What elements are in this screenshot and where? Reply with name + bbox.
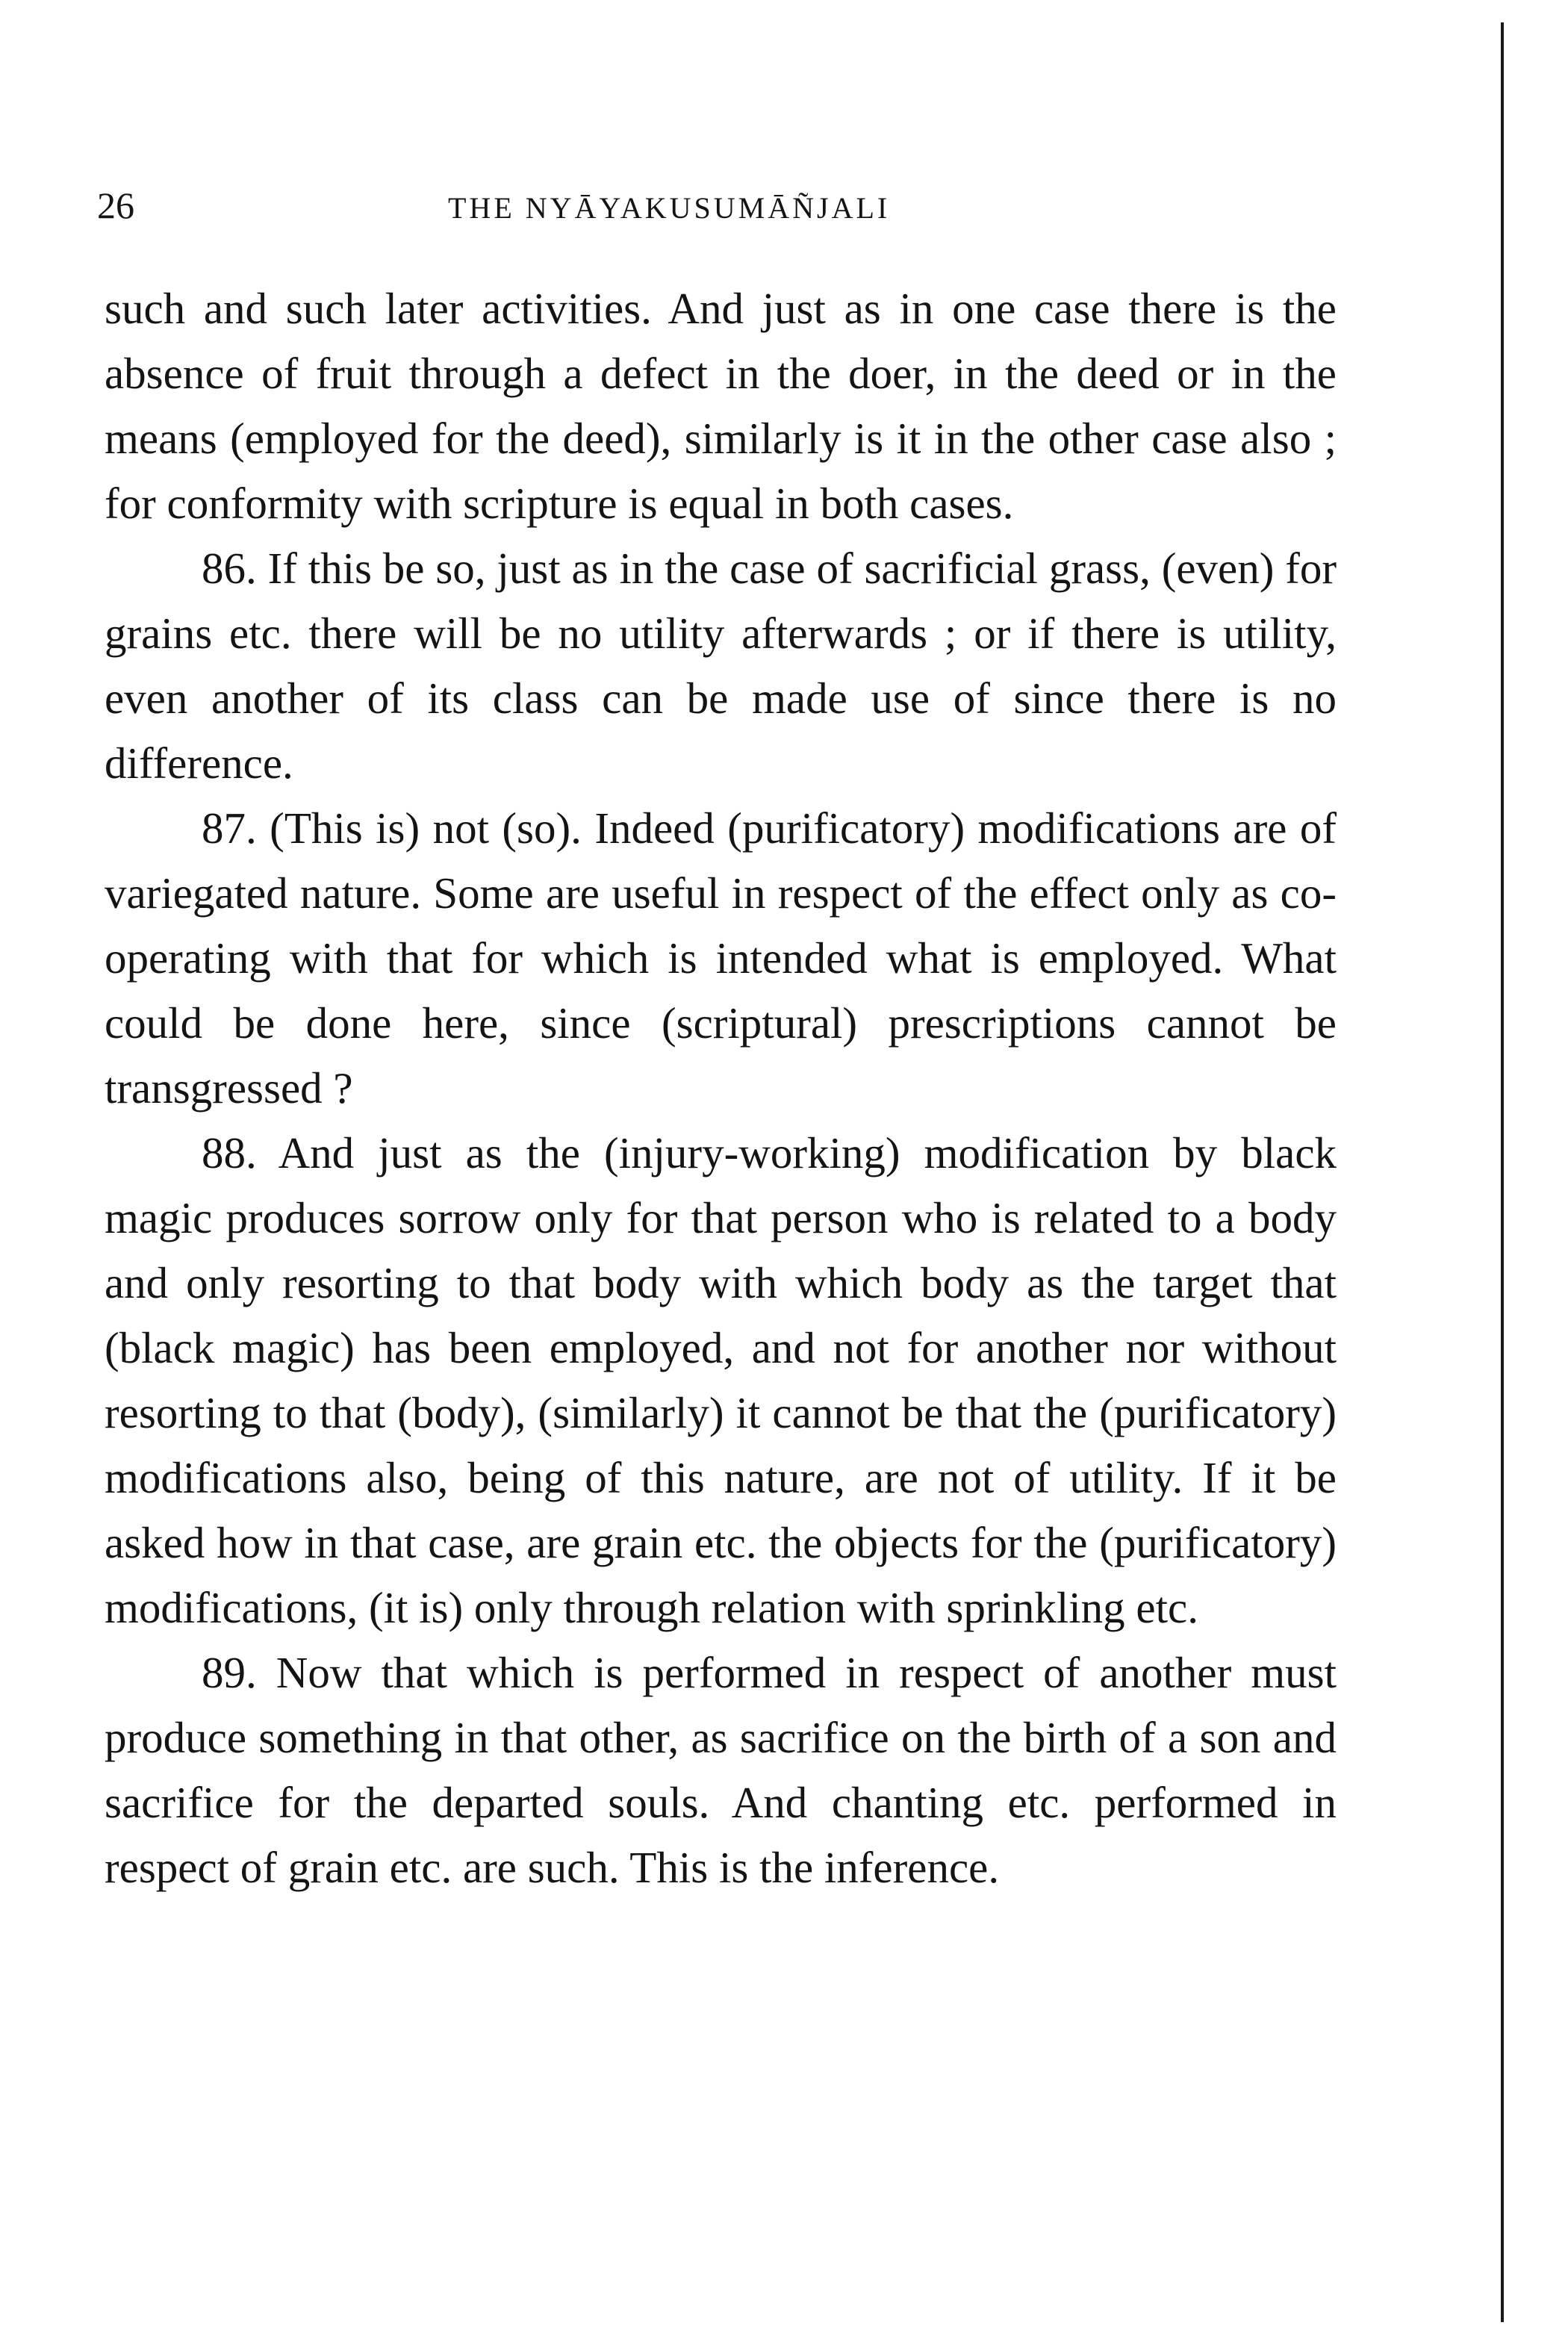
page-number: 26 — [97, 184, 134, 226]
paragraph-87: 87. (This is) not (so). Indeed (purificatory) modifications are of variegated nature. Some are useful in respect of the effect only as co-operating with that for which is intended what is employed. What could be done here, since (scriptural) prescriptions cannot be transgressed ? — [105, 803, 1337, 1113]
running-title: THE NYĀYAKUSUMĀÑJALI — [448, 191, 891, 225]
paragraph-89: 89. Now that which is performed in respect of another must produce something in that other, as sacrifice on the birth of a son and sacrifice for the departed souls. And chanting etc. performed in respect of grain etc. are such. This is the inference. — [105, 1648, 1337, 1892]
page-header — [97, 179, 1337, 239]
body-text — [105, 276, 1337, 1900]
paragraph-88: 88. And just as the (injury-working) modification by black magic produces sorrow only for that person who is related to a body and only resorting to that body with which body as the target that (black magic) has been employed, and not for another nor without resorting to that (body), (similarly) it cannot be that the (purificatory) modifications also, being of this nature, are not of utility. If it be asked how in that case, are grain etc. the objects for the (purificatory) modifications, (it is) only through relation with sprinkling etc. — [105, 1128, 1337, 1632]
paragraph-86: 86. If this be so, just as in the case of sacrificial grass, (even) for grains etc. there will be no utility afterwards ; or if there is utility, even another of its class can be made use of since there is no difference. — [105, 544, 1337, 788]
paragraph-continuation: such and such later activities. And just as in one case there is the absence of fruit through a defect in the doer, in the deed or in the means (employed for the deed), similarly is it in the other case also ; for conformity with scripture is equal in both cases. — [105, 284, 1337, 528]
binding-edge-line — [1501, 22, 1504, 2322]
